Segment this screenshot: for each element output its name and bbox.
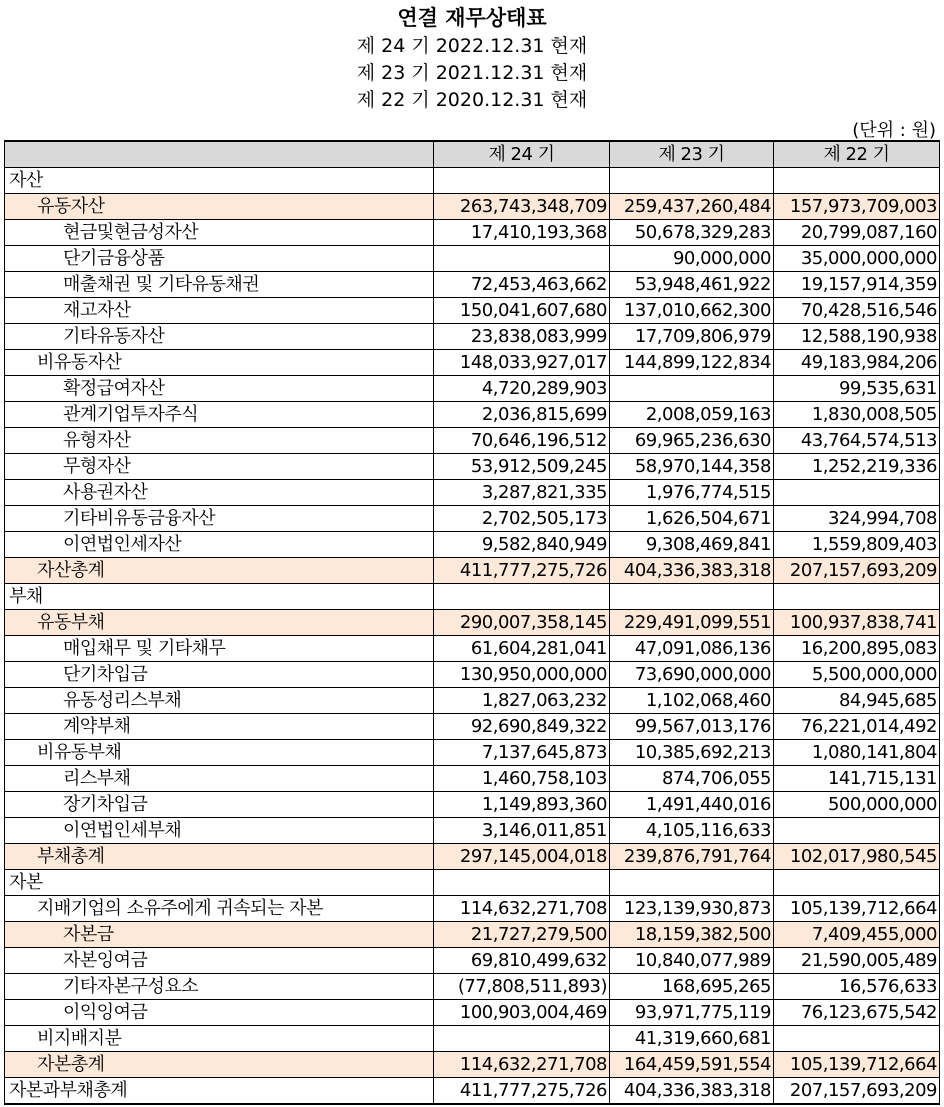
row-value: 49,183,984,206 [774, 350, 940, 376]
table-row [5, 220, 940, 246]
row-value: 10,385,692,213 [610, 740, 774, 766]
row-value: 16,200,895,083 [774, 636, 940, 662]
row-value: 69,965,236,630 [610, 428, 774, 454]
table-row [5, 168, 940, 194]
row-value: 93,971,775,119 [610, 1000, 774, 1026]
row-value: 263,743,348,709 [434, 194, 610, 220]
row-value: 114,632,271,708 [434, 1052, 610, 1078]
row-value [774, 870, 940, 896]
row-value: 73,690,000,000 [610, 662, 774, 688]
row-value: 1,491,440,016 [610, 792, 774, 818]
row-label: 자본잉여금 [5, 948, 434, 974]
row-label: 매출채권 및 기타유동채권 [5, 272, 434, 298]
table-row [5, 1052, 940, 1078]
row-value: 3,287,821,335 [434, 480, 610, 506]
row-label: 지배기업의 소유주에게 귀속되는 자본 [5, 896, 434, 922]
row-value: 1,102,068,460 [610, 688, 774, 714]
row-value: 168,695,265 [610, 974, 774, 1000]
row-label: 매입채무 및 기타채무 [5, 636, 434, 662]
row-label: 유동부채 [5, 610, 434, 636]
table-row [5, 688, 940, 714]
row-value: 207,157,693,209 [774, 1078, 940, 1105]
row-value: 239,876,791,764 [610, 844, 774, 870]
table-row [5, 870, 940, 896]
unit-label: (단위 : 원) [852, 120, 936, 141]
row-label: 비지배지분 [5, 1026, 434, 1052]
row-value: 10,840,077,989 [610, 948, 774, 974]
table-row [5, 636, 940, 662]
row-label: 자본금 [5, 922, 434, 948]
row-value: 90,000,000 [610, 246, 774, 272]
row-label: 단기금융상품 [5, 246, 434, 272]
row-label: 부채 [5, 584, 434, 610]
table-row [5, 428, 940, 454]
row-value: 123,139,930,873 [610, 896, 774, 922]
row-label: 자산총계 [5, 558, 434, 584]
row-value: 9,308,469,841 [610, 532, 774, 558]
period-24: 제 24 기 2022.12.31 현재 [356, 35, 588, 57]
row-value: 20,799,087,160 [774, 220, 940, 246]
row-value [774, 168, 940, 194]
row-label: 기타비유동금융자산 [5, 506, 434, 532]
row-value: 1,976,774,515 [610, 480, 774, 506]
table-row [5, 584, 940, 610]
row-value: 84,945,685 [774, 688, 940, 714]
row-value [774, 818, 940, 844]
row-value: 100,937,838,741 [774, 610, 940, 636]
row-value: 43,764,574,513 [774, 428, 940, 454]
row-value: 114,632,271,708 [434, 896, 610, 922]
row-value: 70,428,516,546 [774, 298, 940, 324]
row-value: 47,091,086,136 [610, 636, 774, 662]
row-value: 297,145,004,018 [434, 844, 610, 870]
row-value [434, 168, 610, 194]
row-value: 404,336,383,318 [610, 558, 774, 584]
table-row [5, 974, 940, 1000]
row-value: 2,702,505,173 [434, 506, 610, 532]
row-value [610, 870, 774, 896]
table-row [5, 610, 940, 636]
row-value: 105,139,712,664 [774, 1052, 940, 1078]
row-value [610, 584, 774, 610]
table-row [5, 376, 940, 402]
row-value: 12,588,190,938 [774, 324, 940, 350]
table-row [5, 818, 940, 844]
row-label: 재고자산 [5, 298, 434, 324]
row-value [774, 584, 940, 610]
table-row [5, 324, 940, 350]
row-label: 자본 [5, 870, 434, 896]
table-row [5, 194, 940, 220]
table-row [5, 714, 940, 740]
row-label: 이익잉여금 [5, 1000, 434, 1026]
row-value: 411,777,275,726 [434, 1078, 610, 1105]
row-label: 자본총계 [5, 1052, 434, 1078]
row-value: 102,017,980,545 [774, 844, 940, 870]
row-value: 21,590,005,489 [774, 948, 940, 974]
row-value: 207,157,693,209 [774, 558, 940, 584]
row-value: 99,567,013,176 [610, 714, 774, 740]
row-value: 874,706,055 [610, 766, 774, 792]
table-row [5, 1000, 940, 1026]
row-value: 105,139,712,664 [774, 896, 940, 922]
period-23: 제 23 기 2021.12.31 현재 [356, 62, 588, 84]
row-value: 141,715,131 [774, 766, 940, 792]
row-value: 157,973,709,003 [774, 194, 940, 220]
row-value: 144,899,122,834 [610, 350, 774, 376]
row-label: 무형자산 [5, 454, 434, 480]
row-label: 계약부채 [5, 714, 434, 740]
row-label: 자본과부채총계 [5, 1078, 434, 1105]
row-label: 확정급여자산 [5, 376, 434, 402]
row-value: 4,105,116,633 [610, 818, 774, 844]
table-row [5, 896, 940, 922]
row-label: 기타유동자산 [5, 324, 434, 350]
row-value: 500,000,000 [774, 792, 940, 818]
row-label: 비유동부채 [5, 740, 434, 766]
column-header-label [5, 141, 434, 168]
row-value: 5,500,000,000 [774, 662, 940, 688]
row-label: 유동성리스부채 [5, 688, 434, 714]
row-label: 비유동자산 [5, 350, 434, 376]
row-label: 사용권자산 [5, 480, 434, 506]
row-value [610, 168, 774, 194]
table-row [5, 506, 940, 532]
row-value: 4,720,289,903 [434, 376, 610, 402]
row-label: 이연법인세부채 [5, 818, 434, 844]
table-row [5, 662, 940, 688]
row-value: 53,912,509,245 [434, 454, 610, 480]
row-value: 35,000,000,000 [774, 246, 940, 272]
row-value: 69,810,499,632 [434, 948, 610, 974]
row-value: 92,690,849,322 [434, 714, 610, 740]
row-value: 404,336,383,318 [610, 1078, 774, 1105]
row-value: 17,709,806,979 [610, 324, 774, 350]
row-value: 324,994,708 [774, 506, 940, 532]
row-label: 장기차입금 [5, 792, 434, 818]
table-row [5, 766, 940, 792]
table-row [5, 246, 940, 272]
table-row [5, 532, 940, 558]
row-value: 16,576,633 [774, 974, 940, 1000]
row-value: 76,221,014,492 [774, 714, 940, 740]
row-label: 관계기업투자주식 [5, 402, 434, 428]
table-row [5, 454, 940, 480]
row-label: 유형자산 [5, 428, 434, 454]
statement-title: 연결 재무상태표 [397, 6, 547, 30]
row-value: 1,460,758,103 [434, 766, 610, 792]
row-value: 100,903,004,469 [434, 1000, 610, 1026]
table-row [5, 558, 940, 584]
row-label: 리스부채 [5, 766, 434, 792]
row-value: 2,036,815,699 [434, 402, 610, 428]
row-value [434, 246, 610, 272]
row-value: 58,970,144,358 [610, 454, 774, 480]
balance-sheet-table [4, 140, 940, 1105]
row-value: 70,646,196,512 [434, 428, 610, 454]
period-22: 제 22 기 2020.12.31 현재 [356, 89, 588, 111]
row-value: 1,559,809,403 [774, 532, 940, 558]
row-value: 41,319,660,681 [610, 1026, 774, 1052]
row-value: 99,535,631 [774, 376, 940, 402]
row-value: 7,409,455,000 [774, 922, 940, 948]
column-header-24: 제 24 기 [434, 141, 610, 168]
table-row [5, 350, 940, 376]
row-value: 1,830,008,505 [774, 402, 940, 428]
table-row [5, 480, 940, 506]
table-row [5, 298, 940, 324]
row-value: 50,678,329,283 [610, 220, 774, 246]
table-row [5, 1026, 940, 1052]
row-label: 단기차입금 [5, 662, 434, 688]
row-value: 7,137,645,873 [434, 740, 610, 766]
row-value: 229,491,099,551 [610, 610, 774, 636]
row-value: 21,727,279,500 [434, 922, 610, 948]
row-value: 150,041,607,680 [434, 298, 610, 324]
row-value [774, 480, 940, 506]
row-value: 17,410,193,368 [434, 220, 610, 246]
row-value: 1,149,893,360 [434, 792, 610, 818]
row-value: 76,123,675,542 [774, 1000, 940, 1026]
row-value: 1,626,504,671 [610, 506, 774, 532]
column-header-23: 제 23 기 [610, 141, 774, 168]
row-value: 19,157,914,359 [774, 272, 940, 298]
row-value [434, 1026, 610, 1052]
row-value [610, 376, 774, 402]
row-label: 부채총계 [5, 844, 434, 870]
row-value [434, 584, 610, 610]
row-value: (77,808,511,893) [434, 974, 610, 1000]
row-value: 259,437,260,484 [610, 194, 774, 220]
row-value: 1,080,141,804 [774, 740, 940, 766]
row-value: 164,459,591,554 [610, 1052, 774, 1078]
row-value: 137,010,662,300 [610, 298, 774, 324]
table-row [5, 740, 940, 766]
table-row [5, 1078, 940, 1105]
row-value: 290,007,358,145 [434, 610, 610, 636]
row-value: 1,252,219,336 [774, 454, 940, 480]
table-row [5, 948, 940, 974]
column-header-22: 제 22 기 [774, 141, 940, 168]
row-value: 18,159,382,500 [610, 922, 774, 948]
row-label: 현금및현금성자산 [5, 220, 434, 246]
row-label: 자산 [5, 168, 434, 194]
row-label: 기타자본구성요소 [5, 974, 434, 1000]
row-value: 3,146,011,851 [434, 818, 610, 844]
row-value: 23,838,083,999 [434, 324, 610, 350]
table-header-row [5, 141, 940, 168]
row-value: 411,777,275,726 [434, 558, 610, 584]
row-label: 유동자산 [5, 194, 434, 220]
table-row [5, 792, 940, 818]
row-label: 이연법인세자산 [5, 532, 434, 558]
row-value: 148,033,927,017 [434, 350, 610, 376]
row-value: 130,950,000,000 [434, 662, 610, 688]
table-row [5, 922, 940, 948]
row-value [774, 1026, 940, 1052]
row-value: 2,008,059,163 [610, 402, 774, 428]
row-value [434, 870, 610, 896]
table-row [5, 272, 940, 298]
row-value: 61,604,281,041 [434, 636, 610, 662]
row-value: 53,948,461,922 [610, 272, 774, 298]
table-row [5, 402, 940, 428]
row-value: 9,582,840,949 [434, 532, 610, 558]
table-row [5, 844, 940, 870]
row-value: 1,827,063,232 [434, 688, 610, 714]
row-value: 72,453,463,662 [434, 272, 610, 298]
